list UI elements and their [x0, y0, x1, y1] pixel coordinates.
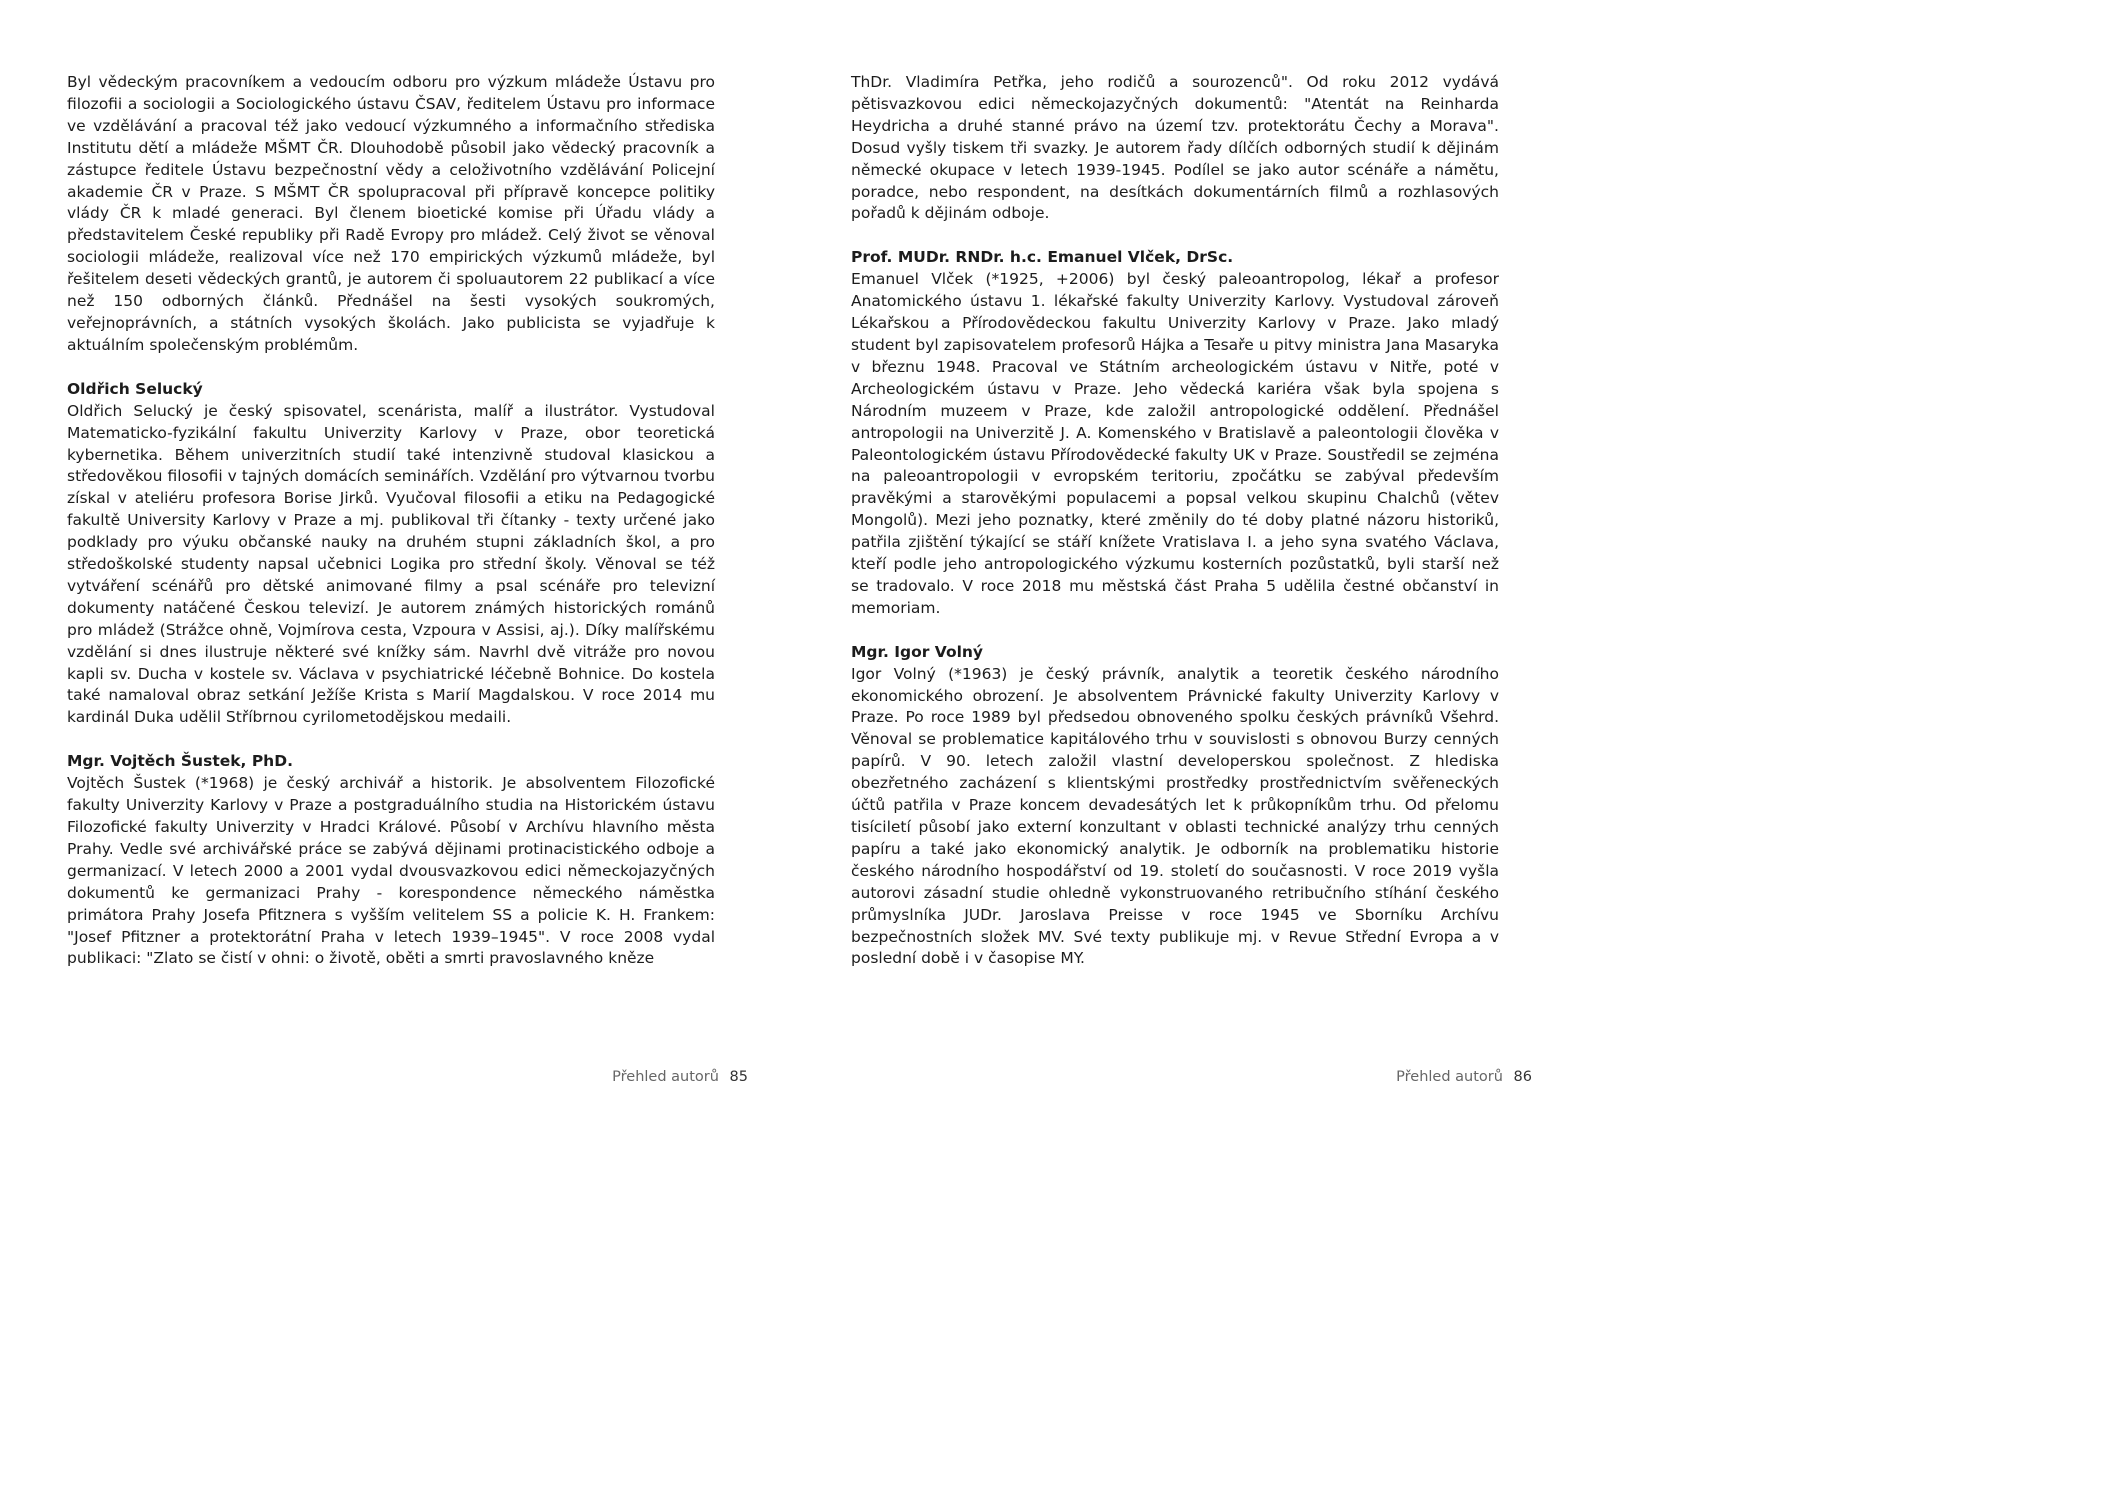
- author-entry-vlcek: [851, 247, 1499, 619]
- right-page: [784, 0, 1568, 1112]
- author-entry-volny: [851, 642, 1499, 971]
- page-footer: [1396, 1069, 1532, 1085]
- section-spacer: [67, 729, 715, 751]
- left-page: [0, 0, 784, 1112]
- author-name: Mgr. Igor Volný: [851, 642, 984, 661]
- page-footer: [612, 1069, 748, 1085]
- page-number: 85: [729, 1069, 748, 1085]
- section-spacer: [851, 225, 1499, 247]
- author-entry-selucky: [67, 379, 715, 730]
- section-spacer: [851, 620, 1499, 642]
- author-bio: Igor Volný (*1963) je český právník, analytik a teoretik českého národního ekonomického obrození. Je absolventem Právnické fakulty Univerzity Karlovy v Praze. Po roce 1989 byl předsedou obnoveného spolku českých právníků Všehrd. Věnoval se problematice kapitálového trhu v souvislosti s obnovou Burzy cenných papírů. V 90. letech založil vlastní developerskou společnost. Z hlediska obezřetného zacházení s klientskými prostředky prostřednictvím svěřeneckých účtů patřila v Praze koncem devadesátých let k průkopníkům trhu. Od přelomu tisíciletí působí jako externí konzultant v oblasti technické analýzy trhu cenných papíru a také jako ekonomický analytik. Je odborník na problematiku historie českého národního hospodářství od 19. století do současnosti. V roce 2019 vyšla autorovi zásadní studie ohledně vykonstruovaného retribučního stíhání českého průmyslníka JUDr. Jaroslava Preisse v roce 1945 ve Sborníku Archívu bezpečnostních složek MV. Své texty publikuje mj. v Revue Střední Evropa a v poslední době i v časopise MY.: [851, 664, 1499, 968]
- author-name: Prof. MUDr. RNDr. h.c. Emanuel Vlček, DrSc.: [851, 248, 1234, 267]
- page-number: 86: [1513, 1069, 1532, 1085]
- author-name: Mgr. Vojtěch Šustek, PhD.: [67, 752, 293, 771]
- footer-section-label: Přehled autorů: [1396, 1069, 1503, 1085]
- author-bio: Vojtěch Šustek (*1968) je český archivář a historik. Je absolventem Filozofické fakulty Univerzity Karlovy v Praze a postgraduálního studia na Historickém ústavu Filozofické fakulty Univerzity v Hradci Králové. Působí v Archívu hlavního města Prahy. Vedle své archivářské práce se zabývá dějinami protinacistického odboje a germanizací. V letech 2000 a 2001 vydal dvousvazkovou edici německojazyčných dokumentů ke germanizaci Prahy - korespondence německého náměstka primátora Prahy Josefa Pfitznera s vyšším velitelem SS a policie K. H. Frankem: "Josef Pfitzner a protektorátní Praha v letech 1939–1945". V roce 2008 vydal publikaci: "Zlato se čistí v ohni: o životě, oběti a smrti pravoslavného kněze: [67, 774, 715, 968]
- author-entry-sustek: [67, 751, 715, 970]
- right-text-column: [851, 72, 1499, 970]
- left-text-column: [67, 72, 715, 970]
- author-bio: Emanuel Vlček (*1925, +2006) byl český paleoantropolog, lékař a profesor Anatomického ústavu 1. lékařské fakulty Univerzity Karlovy. Vystudoval zároveň Lékařskou a Přírodovědeckou fakultu Univerzity Karlovy v Praze. Jako mladý student byl zapisovatelem profesorů Hájka a Tesaře u pitvy ministra Jana Masaryka v březnu 1948. Pracoval ve Státním archeologickém ústavu v Nitře, poté v Archeologickém ústavu v Praze. Jeho vědecká kariéra však byla spojena s Národním muzeem v Praze, kde založil antropologické oddělení. Přednášel antropologii na Univerzitě J. A. Komenského v Bratislavě a paleontologii člověka v Paleontologickém ústavu Přírodovědecké fakulty UK v Praze. Soustředil se zejména na paleoantropologii v evropském teritoriu, zpočátku se zabýval především pravěkými a starověkými populacemi a popsal velkou skupinu Chalchů (větev Mongolů). Mezi jeho poznatky, které změnily do té doby platné názoru historiků, patřila zjištění týkající se stáří knížete Vratislava I. a jeho syna svatého Václava, kteří podle jeho antropologického výzkumu kosterních pozůstatků, byli starší než se tradovalo. V roce 2018 mu městská část Praha 5 udělila čestné občanství in memoriam.: [851, 270, 1499, 617]
- continuation-paragraph: ThDr. Vladimíra Petřka, jeho rodičů a sourozenců". Od roku 2012 vydává pětisvazkovou edici německojazyčných dokumentů: "Atentát na Reinharda Heydricha a druhé stanné právo na území tzv. protektorátu Čechy a Morava". Dosud vyšly tiskem tři svazky. Je autorem řady dílčích odborných studií k dějinám německé okupace v letech 1939-1945. Podílel se jako autor scénáře a námětu, poradce, nebo respondent, na desítkách dokumentárních filmů a rozhlasových pořadů k dějinám odboje.: [851, 73, 1499, 223]
- intro-paragraph: Byl vědeckým pracovníkem a vedoucím odboru pro výzkum mládeže Ústavu pro filozofii a sociologii a Sociologického ústavu ČSAV, ředitelem Ústavu pro informace ve vzdělávání a pracoval též jako vedoucí výzkumného a informačního střediska Institutu dětí a mládeže MŠMT ČR. Dlouhodobě působil jako vědecký pracovník a zástupce ředitele Ústavu bezpečnostní vědy a celoživotního vzdělávání Policejní akademie ČR v Praze. S MŠMT ČR spolupracoval při přípravě koncepce politiky vlády ČR k mladé generaci. Byl členem bioetické komise při Úřadu vlády a představitelem České republiky při Radě Evropy pro mládež. Celý život se věnoval sociologii mládeže, realizoval více než 170 empirických výzkumů mládeže, byl řešitelem deseti vědeckých grantů, je autorem či spoluautorem 22 publikací a více než 150 odborných článků. Přednášel na šesti vysokých soukromých, veřejnoprávních, a státních vysokých školách. Jako publicista se vyjadřuje k aktuálním společenským problémům.: [67, 73, 715, 354]
- author-name: Oldřich Selucký: [67, 379, 203, 398]
- author-bio: Oldřich Selucký je český spisovatel, scenárista, malíř a ilustrátor. Vystudoval Matematicko-fyzikální fakultu Univerzity Karlovy v Praze, obor teoretická kybernetika. Během univerzitních studií také intenzivně studoval klasickou a středověkou filosofii v tajných domácích seminářích. Vzdělání pro výtvarnou tvorbu získal v ateliéru profesora Borise Jirků. Vyučoval filosofii a etiku na Pedagogické fakultě University Karlovy v Praze a mj. publikoval tři čítanky - texty určené jako podklady pro výuku občanské nauky na druhém stupni základních škol, a pro středoškolské studenty napsal učebnici Logika pro střední školy. Věnoval se též vytváření scénářů pro dětské animované filmy a psal scénáře pro televizní dokumenty natáčené Českou televizí. Je autorem známých historických románů pro mládež (Strážce ohně, Vojmírova cesta, Vzpoura v Assisi, aj.). Díky malířskému vzdělání si dnes ilustruje některé své knížky sám. Navrhl dvě vitráže pro novou kapli sv. Ducha v kostele sv. Václava v psychiatrické léčebně Bohnice. Do kostela také namaloval obraz setkání Ježíše Krista s Marií Magdalskou. V roce 2014 mu kardinál Duka udělil Stříbrnou cyrilometodějskou medaili.: [67, 401, 715, 727]
- footer-section-label: Přehled autorů: [612, 1069, 719, 1085]
- section-spacer: [67, 357, 715, 379]
